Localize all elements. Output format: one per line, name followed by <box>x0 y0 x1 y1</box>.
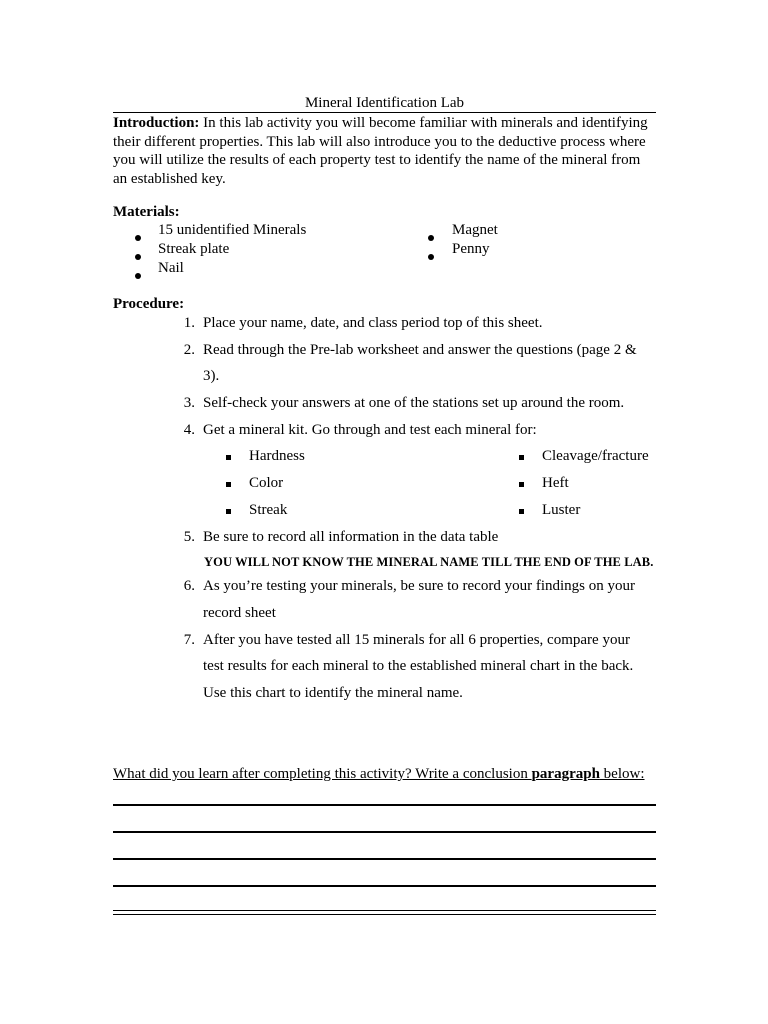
bullet-icon <box>428 247 434 266</box>
answer-line[interactable] <box>113 858 656 860</box>
conclusion-question-text: What did you learn after completing this activity? Write a conclusion <box>113 766 532 782</box>
conclusion-question-end: below: <box>599 766 645 782</box>
page-title: Mineral Identification Lab <box>304 95 465 111</box>
material-item: Penny <box>452 241 490 257</box>
step-number: 4. <box>183 422 195 438</box>
property-item: Hardness <box>249 448 305 464</box>
step-text: test results for each mineral to the established mineral chart in the back. <box>203 658 634 674</box>
warning-text: YOU WILL NOT KNOW THE MINERAL NAME TILL THE END OF THE LAB. <box>204 555 654 569</box>
property-item: Heft <box>542 475 569 491</box>
procedure-heading: Procedure: <box>113 296 185 312</box>
introduction-paragraph <box>113 114 658 188</box>
answer-line[interactable] <box>113 831 656 833</box>
square-bullet-icon <box>519 501 524 520</box>
property-item: Luster <box>542 502 581 518</box>
step-text: Place your name, date, and class period top of this sheet. <box>203 315 543 331</box>
material-item: Nail <box>158 260 184 276</box>
bullet-icon <box>135 247 141 266</box>
answer-line[interactable] <box>113 804 656 806</box>
step-number: 5. <box>183 529 195 545</box>
conclusion-question <box>113 765 645 784</box>
bullet-icon <box>428 228 434 247</box>
step-number: 3. <box>183 395 195 411</box>
introduction-text: In this lab activity you will become familiar with minerals and identifying their different properties. This lab will also introduce you to the deductive process where you will utilize the results of each property test to identify the name of the mineral from an established key. <box>113 115 648 187</box>
bullet-icon <box>135 266 141 285</box>
materials-heading: Materials: <box>113 204 180 220</box>
square-bullet-icon <box>519 474 524 493</box>
title-rule <box>113 92 656 113</box>
material-item: Magnet <box>452 222 498 238</box>
material-item: Streak plate <box>158 241 230 257</box>
answer-line[interactable] <box>113 885 656 887</box>
step-number: 6. <box>183 578 195 594</box>
property-item: Color <box>249 475 284 491</box>
bullet-icon <box>135 228 141 247</box>
step-text: Read through the Pre-lab worksheet and answer the questions (page 2 & <box>203 342 637 358</box>
step-text: record sheet <box>203 605 276 621</box>
step-text: Use this chart to identify the mineral name. <box>203 685 463 701</box>
step-number: 1. <box>183 315 195 331</box>
step-text: 3). <box>203 368 220 384</box>
square-bullet-icon <box>519 447 524 466</box>
step-text: Get a mineral kit. Go through and test each mineral for: <box>203 422 537 438</box>
step-text: After you have tested all 15 minerals for all 6 properties, compare your <box>203 632 630 648</box>
material-item: 15 unidentified Minerals <box>158 222 307 238</box>
introduction-label: Introduction: <box>113 115 200 131</box>
step-number: 7. <box>183 632 195 648</box>
conclusion-question-bold: paragraph <box>531 766 600 782</box>
square-bullet-icon <box>226 447 231 466</box>
property-item: Streak <box>249 502 288 518</box>
step-text: Self-check your answers at one of the stations set up around the room. <box>203 395 625 411</box>
step-text: Be sure to record all information in the data table <box>203 529 499 545</box>
square-bullet-icon <box>226 501 231 520</box>
step-text: As you’re testing your minerals, be sure to record your findings on your <box>203 578 635 594</box>
step-number: 2. <box>183 342 195 358</box>
square-bullet-icon <box>226 474 231 493</box>
property-item: Cleavage/fracture <box>542 448 649 464</box>
answer-line[interactable] <box>113 910 656 915</box>
